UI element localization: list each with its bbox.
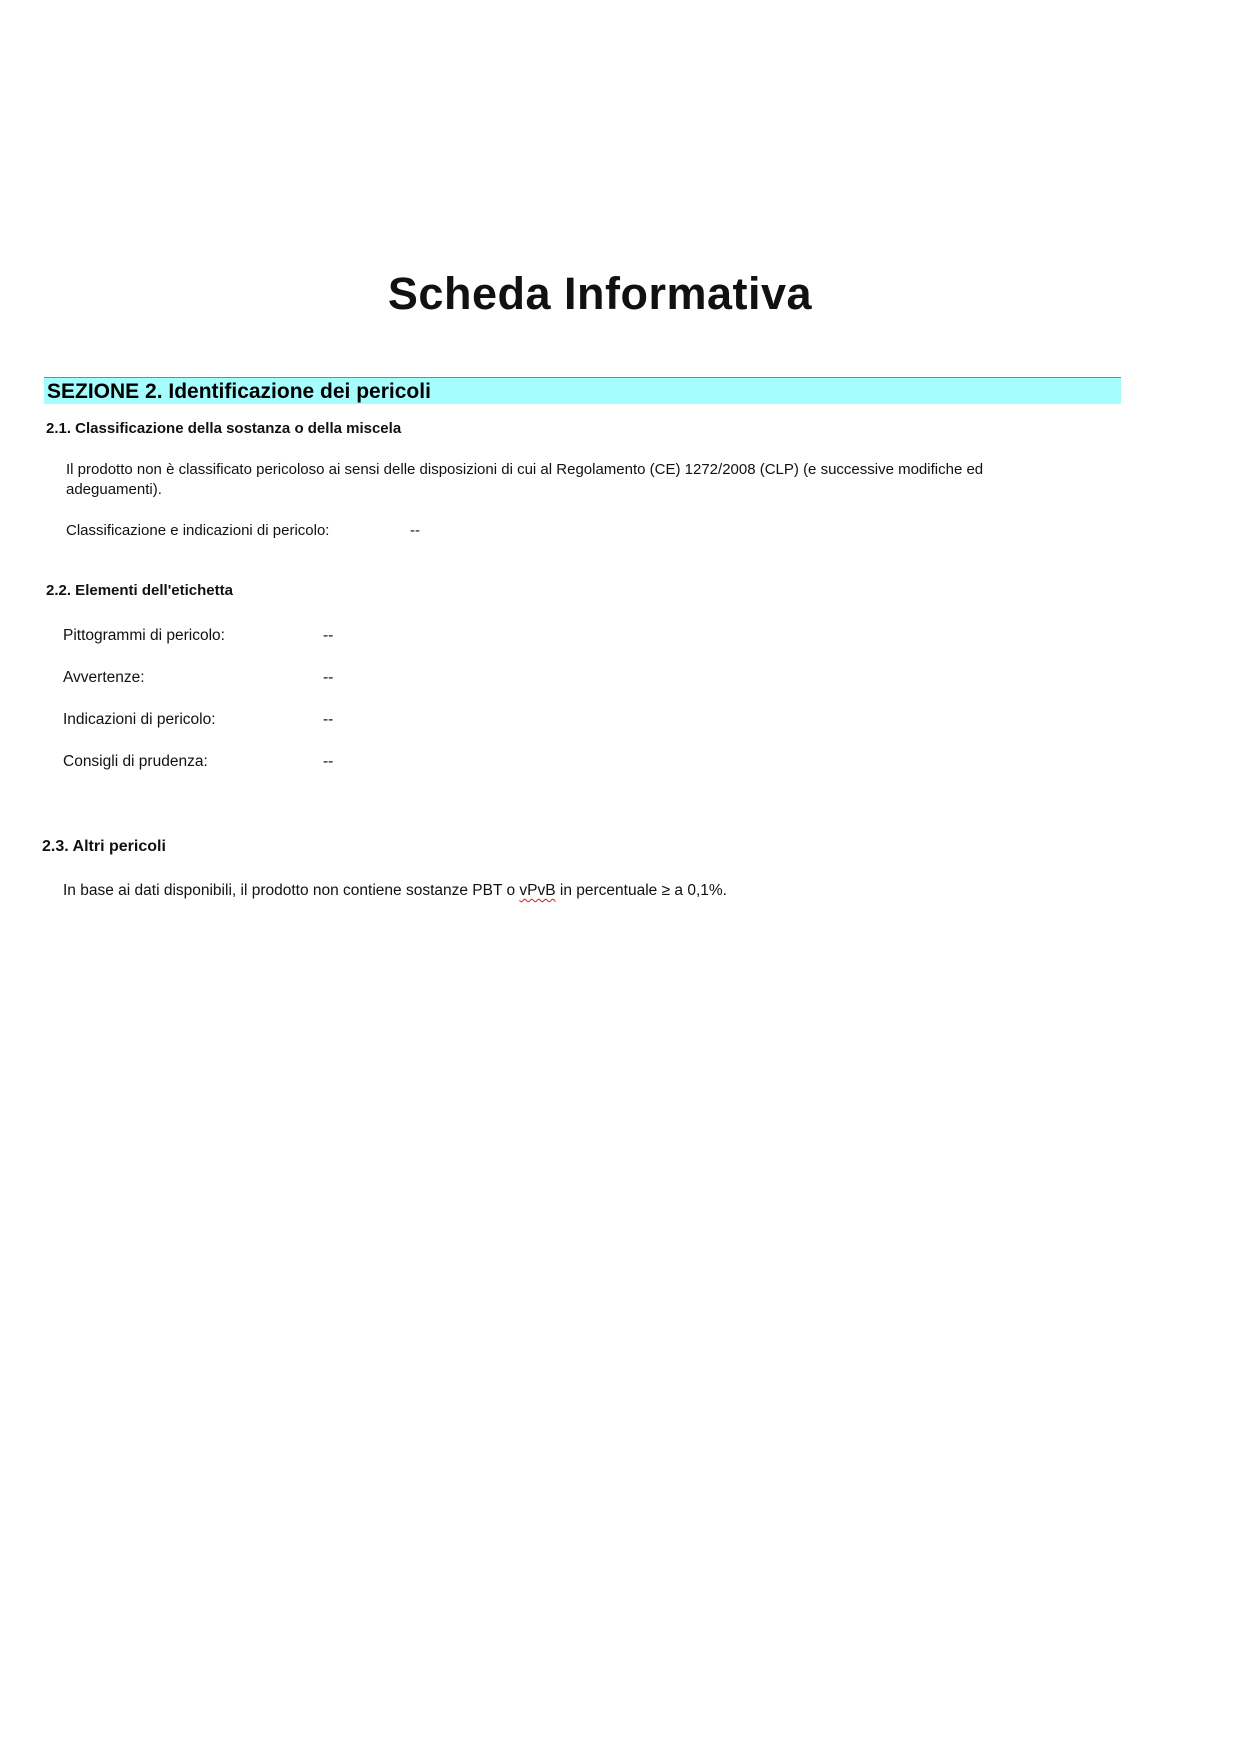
other-hazards-paragraph (63, 881, 727, 901)
hazard-classification-label: Classificazione e indicazioni di pericolo: (66, 522, 330, 539)
document-title: Scheda Informativa (387, 268, 813, 319)
label-row-label: Consigli di prudenza: (63, 753, 208, 770)
hazard-classification-value: -- (410, 522, 420, 539)
section-header-band (44, 377, 1121, 404)
label-row-label: Pittogrammi di pericolo: (63, 627, 225, 644)
label-row-value: -- (323, 753, 334, 770)
other-hazards-text-end: in percentuale ≥ a 0,1%. (555, 882, 727, 899)
label-row-value: -- (323, 627, 334, 644)
subsection-2-1-heading: 2.1. Classificazione della sostanza o della miscela (46, 420, 402, 437)
classification-paragraph: Il prodotto non è classificato pericoloso ai sensi delle disposizioni di cui al Regolamento (CE) 1272/2008 (CLP) (e successive modifiche ed adeguamenti). (66, 461, 984, 498)
section-heading: SEZIONE 2. Identificazione dei pericoli (47, 380, 431, 403)
label-row-value: -- (323, 669, 334, 686)
spellcheck-flagged-word: vPvB (519, 882, 556, 899)
other-hazards-text-start: In base ai dati disponibili, il prodotto non contiene sostanze PBT o (63, 882, 520, 899)
subsection-2-2-heading: 2.2. Elementi dell'etichetta (46, 582, 233, 599)
label-row-label: Avvertenze: (63, 669, 145, 686)
label-row-label: Indicazioni di pericolo: (63, 711, 216, 728)
label-row-value: -- (323, 711, 334, 728)
subsection-2-3-heading: 2.3. Altri pericoli (42, 838, 166, 855)
